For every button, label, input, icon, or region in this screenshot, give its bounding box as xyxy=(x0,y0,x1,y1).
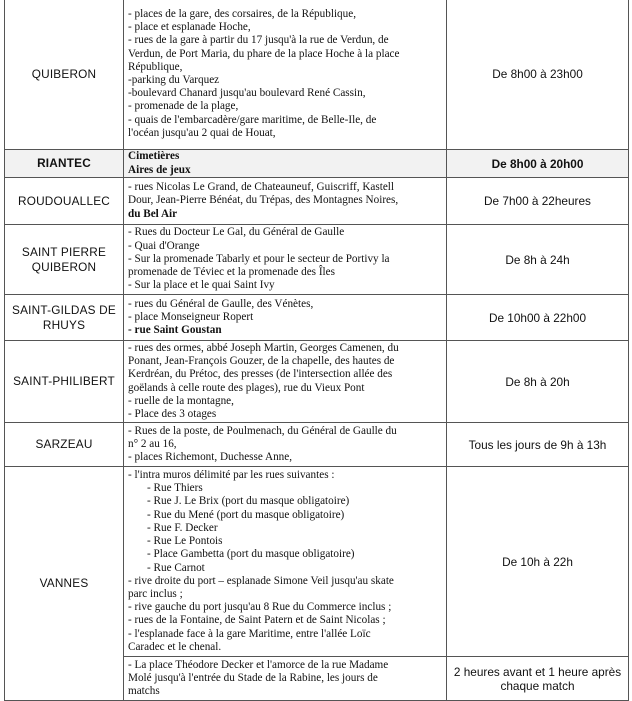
table-row xyxy=(5,225,629,295)
zone-line: Molé jusqu'à l'entrée du Stade de la Rabine, les jours de xyxy=(128,671,378,684)
table-row xyxy=(5,178,629,225)
commune-name: ROUDOUALLEC xyxy=(5,178,124,225)
zone-line: -boulevard Chanard jusqu'au boulevard René Cassin, xyxy=(128,87,366,100)
zone-line: Aires de jeux xyxy=(128,163,191,176)
zone-line: - Rue Le Pontois xyxy=(147,535,223,548)
hours-cell: De 8h à 20h xyxy=(447,341,629,423)
zone-line: - Place Gambetta (port du masque obligatoire) xyxy=(147,548,355,561)
hours-cell: De 10h à 22h xyxy=(447,467,629,657)
table-row xyxy=(5,150,629,178)
zone-list xyxy=(124,178,447,225)
zone-line: - Sur la place et le quai Saint Ivy xyxy=(128,279,275,292)
hours-cell: De 8h à 24h xyxy=(447,225,629,295)
zone-line: - ruelle de la montagne, xyxy=(128,394,234,407)
zone-line: - places de la gare, des corsaires, de la République, xyxy=(128,7,357,20)
zone-line: matchs xyxy=(128,685,160,698)
zone-line: - Rues de la poste, de Poulmenach, du Général de Gaulle du xyxy=(128,424,397,437)
restriction-table xyxy=(4,0,629,701)
zone-line: - Rue Carnot xyxy=(147,561,205,574)
zone-list xyxy=(124,657,447,701)
hours-cell: De 10h00 à 22h00 xyxy=(447,295,629,341)
zone-list xyxy=(124,341,447,423)
commune-name: QUIBERON xyxy=(5,0,124,150)
hours-cell: De 8h00 à 23h00 xyxy=(447,0,629,150)
zone-line: - rues de la Fontaine, de Saint Patern et de Saint Nicolas ; xyxy=(128,614,386,627)
zone-line: - rues du Général de Gaulle, des Vénètes, xyxy=(128,297,314,310)
zone-line: - Rue J. Le Brix (port du masque obligatoire) xyxy=(147,495,350,508)
zone-line: Kerdréan, du Prétoc, des presses (de l'intersection allée des xyxy=(128,368,393,381)
hours-cell: Tous les jours de 9h à 13h xyxy=(447,423,629,467)
zone-line: Dour, Jean-Pierre Bénéat, du Trépas, des Montagnes Noires, xyxy=(128,194,399,207)
zone-list xyxy=(124,467,447,657)
zone-line: - places Richemont, Duchesse Anne, xyxy=(128,451,293,464)
zone-line: - Rue du Mené (port du masque obligatoire) xyxy=(147,508,345,521)
zone-line: - promenade de la plage, xyxy=(128,100,239,113)
zone-line: - Rue Thiers xyxy=(147,482,203,495)
hours-cell: 2 heures avant et 1 heure après chaque match xyxy=(447,657,629,701)
table-row xyxy=(5,341,629,423)
zone-line: - rive droite du port – esplanade Simone Veil jusqu'au skate xyxy=(128,574,394,587)
zone-line: - Place des 3 otages xyxy=(128,407,217,420)
commune-name: SAINT-PHILIBERT xyxy=(5,341,124,423)
zone-line: - Rues du Docteur Le Gal, du Général de Gaulle xyxy=(128,226,345,239)
zone-line: parc inclus ; xyxy=(128,587,183,600)
zone-list xyxy=(124,0,447,150)
zone-line: - l'intra muros délimité par les rues suivantes : xyxy=(128,469,335,482)
commune-name: VANNES xyxy=(5,467,124,701)
zone-line: - l'esplanade face à la gare Maritime, entre l'allée Loïc xyxy=(128,627,371,640)
zone-line: - Rue F. Decker xyxy=(147,521,218,534)
zone-line: - place Monseigneur Ropert xyxy=(128,310,254,323)
zone-line: République, xyxy=(128,60,183,73)
table-row xyxy=(5,423,629,467)
zone-line: Verdun, de Port Maria, du phare de la place Hoche à la place xyxy=(128,47,400,60)
zone-line: -parking du Varquez xyxy=(128,74,220,86)
commune-name: SAINT PIERRE QUIBERON xyxy=(5,225,124,295)
zone-line: promenade de Téviec et la promenade des Îles xyxy=(128,266,335,279)
zone-list xyxy=(124,423,447,467)
zone-line: - rues des ormes, abbé Joseph Martin, Georges Camenen, du xyxy=(128,341,399,354)
zone-line: goëlands à celle route des plages), rue du Vieux Pont xyxy=(128,381,365,394)
zone-line: - rues Nicolas Le Grand, de Chateauneuf, Guiscriff, Kastell xyxy=(128,181,395,194)
zone-line: - rues de la gare à partir du 17 jusqu'à la rue de Verdun, de xyxy=(128,34,389,47)
zone-line: Cimetières xyxy=(128,150,180,163)
commune-name: SARZEAU xyxy=(5,423,124,467)
zone-line: l'océan jusqu'au 2 quai de Houat, xyxy=(128,126,276,139)
zone-line: Ponant, Jean-François Gouzer, de la chapelle, des hautes de xyxy=(128,355,395,368)
zone-line: - Sur la promenade Tabarly et pour le secteur de Portivy la xyxy=(128,252,390,265)
zone-line: Caradec et le chenal. xyxy=(128,640,222,653)
table-row xyxy=(5,0,629,150)
commune-name: RIANTEC xyxy=(5,150,124,178)
zone-line: - rive gauche du port jusqu'au 8 Rue du Commerce inclus ; xyxy=(128,601,392,614)
zone-line: - rue Saint Goustan xyxy=(128,324,222,337)
zone-line: - Quai d'Orange xyxy=(128,239,200,252)
zone-line: - place et esplanade Hoche, xyxy=(128,21,251,34)
zone-line: du Bel Air xyxy=(128,207,178,220)
table-row xyxy=(5,467,629,657)
table-row xyxy=(5,295,629,341)
zone-list xyxy=(124,225,447,295)
zone-list xyxy=(124,150,447,178)
zone-line: n° 2 au 16, xyxy=(128,437,177,450)
hours-cell: De 7h00 à 22heures xyxy=(447,178,629,225)
zone-line: - quais de l'embarcadère/gare maritime, de Belle-Ile, de xyxy=(128,113,377,126)
commune-name: SAINT-GILDAS DE RHUYS xyxy=(5,295,124,341)
zone-list xyxy=(124,295,447,341)
zone-line: - La place Théodore Decker et l'amorce de la rue Madame xyxy=(128,658,389,671)
hours-cell: De 8h00 à 20h00 xyxy=(447,150,629,178)
